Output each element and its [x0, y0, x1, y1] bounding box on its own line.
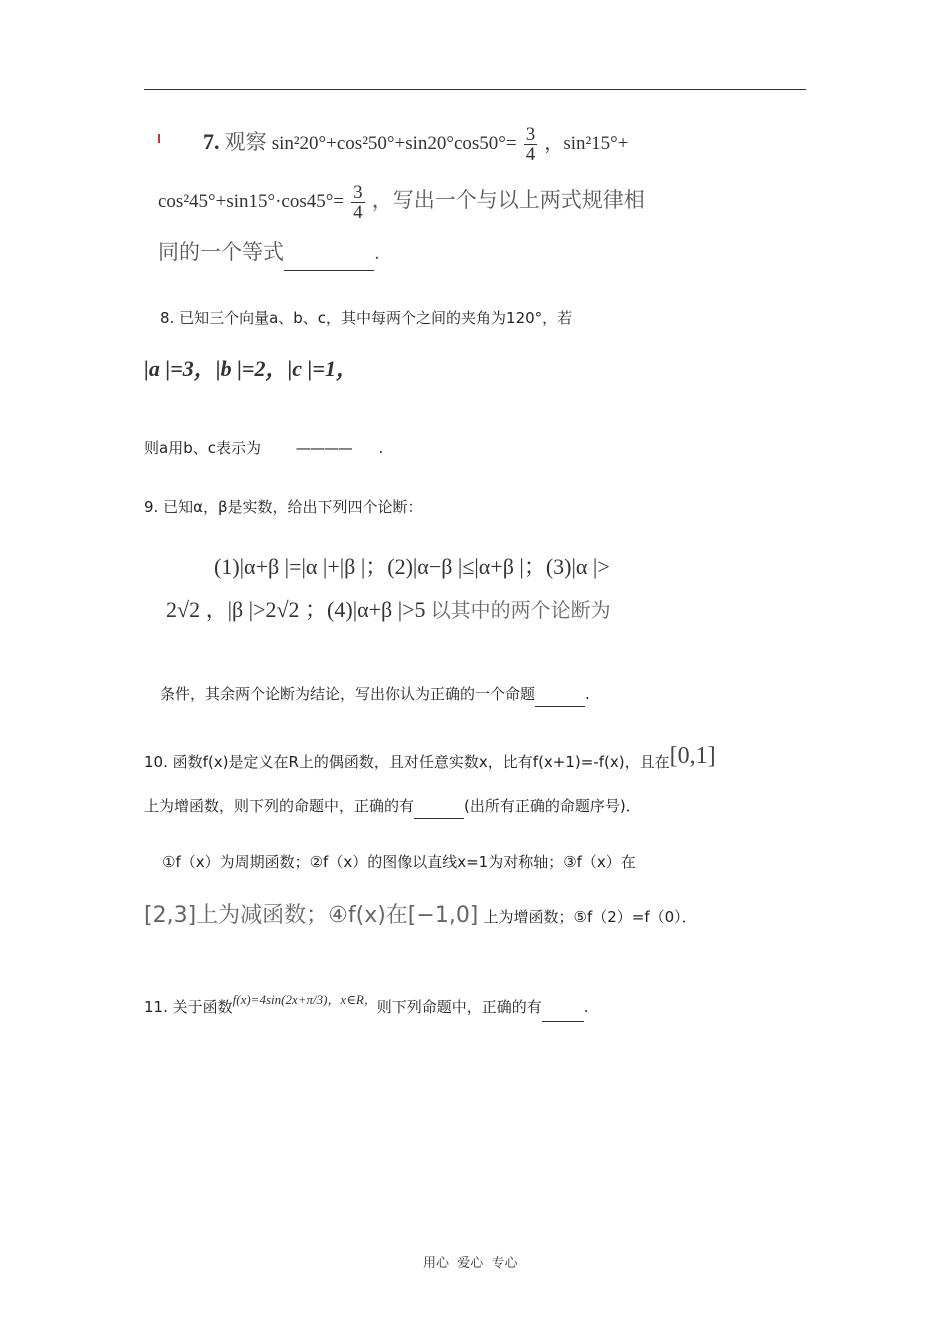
q10-line2	[144, 794, 641, 819]
q11-end: .	[583, 998, 589, 1016]
q7-line1	[203, 118, 629, 166]
q7-fraction-1-num: 3	[525, 124, 536, 145]
q8-line3-text: 则a用b、c表示为	[144, 439, 261, 457]
q7-fraction-2-den: 4	[353, 202, 363, 223]
q9-math2: 2√2 ，|β |>2√2 ；(4)|α+β |>5	[166, 597, 426, 622]
q9-line1: 9. 已知α，β是实数，给出下列四个论断：	[144, 498, 423, 516]
red-mark	[158, 134, 160, 143]
q7-fraction-1-den: 4	[525, 144, 536, 165]
q7-answer-blank[interactable]	[284, 238, 374, 271]
q8-end: .	[378, 439, 384, 457]
q7-fraction-2	[351, 183, 365, 222]
q11-answer-blank[interactable]	[542, 993, 584, 1022]
q9-line2	[166, 594, 611, 628]
q7-end: .	[374, 243, 380, 264]
q7-label: 观察	[224, 130, 267, 154]
q8-answer-dash[interactable]: ————	[295, 439, 352, 457]
q9-math2-text: 以其中的两个论断为	[430, 598, 611, 622]
q8-line1: 8. 已知三个向量a、b、c，其中每两个之间的夹角为120°，若	[160, 309, 573, 327]
q9-math1: (1)|α+β |=|α |+|β |；(2)|α−β |≤|α+β |；(3)|α |>	[214, 554, 610, 579]
q7-number: 7.	[203, 129, 220, 154]
q10-line1-text: 10. 函数f(x)是定义在R上的偶函数，且对任意实数x，比有f(x+1)=-f(x)，且在	[144, 753, 670, 771]
q10-line4-text: 上为增函数；⑤f（2）=f（0）．	[483, 908, 697, 926]
q9-line3-text: 条件，其余两个论断为结论，写出你认为正确的一个命题	[160, 685, 536, 703]
q11-formula: f(x)=4sin(2x+π/3)，x∈R，	[232, 992, 377, 1007]
q7-expr2: ，sin²15°+	[544, 133, 629, 154]
q9-line3	[160, 682, 590, 707]
page-footer: 用心 爱心 专心	[423, 1256, 518, 1271]
q10-line3: ①f（x）为周期函数；②f（x）的图像以直线x=1为对称轴；③f（x）在	[162, 853, 636, 871]
header-rule	[144, 89, 806, 90]
q10-line4-math: [2,3]上为减函数；④f(x)在[−1,0]	[144, 903, 479, 928]
q9-answer-blank[interactable]	[535, 682, 585, 707]
q7-fraction-1	[524, 125, 538, 164]
q7-line3	[158, 236, 380, 268]
q10-line2-note: (出所有正确的命题序号)．	[464, 797, 641, 815]
q8-line3	[144, 436, 383, 460]
q10-line1	[144, 736, 716, 782]
q11-text-post: 则下列命题中，正确的有	[376, 998, 542, 1016]
q9-end: .	[585, 685, 590, 703]
q7-text1: ，写出一个与以上两式规律相	[371, 188, 645, 212]
q7-expr3: cos²45°+sin15°·cos45°=	[158, 191, 345, 212]
q7-fraction-2-num: 3	[353, 182, 363, 203]
q10-line2-text: 上为增函数，则下列的命题中，正确的有	[144, 797, 415, 815]
q10-line4	[144, 898, 697, 935]
q8-magnitudes: |a |=3，|b |=2，|c |=1，	[144, 356, 358, 381]
q11-line	[144, 986, 589, 1022]
q10-interval-0-1: [0,1]	[669, 743, 716, 769]
q10-answer-blank[interactable]	[414, 794, 464, 819]
q7-text2: 同的一个等式	[158, 240, 284, 264]
q7-expr1: sin²20°+cos²50°+sin20°cos50°=	[271, 133, 517, 154]
q11-text-pre: 11. 关于函数	[144, 998, 233, 1016]
q7-line2	[158, 176, 645, 224]
